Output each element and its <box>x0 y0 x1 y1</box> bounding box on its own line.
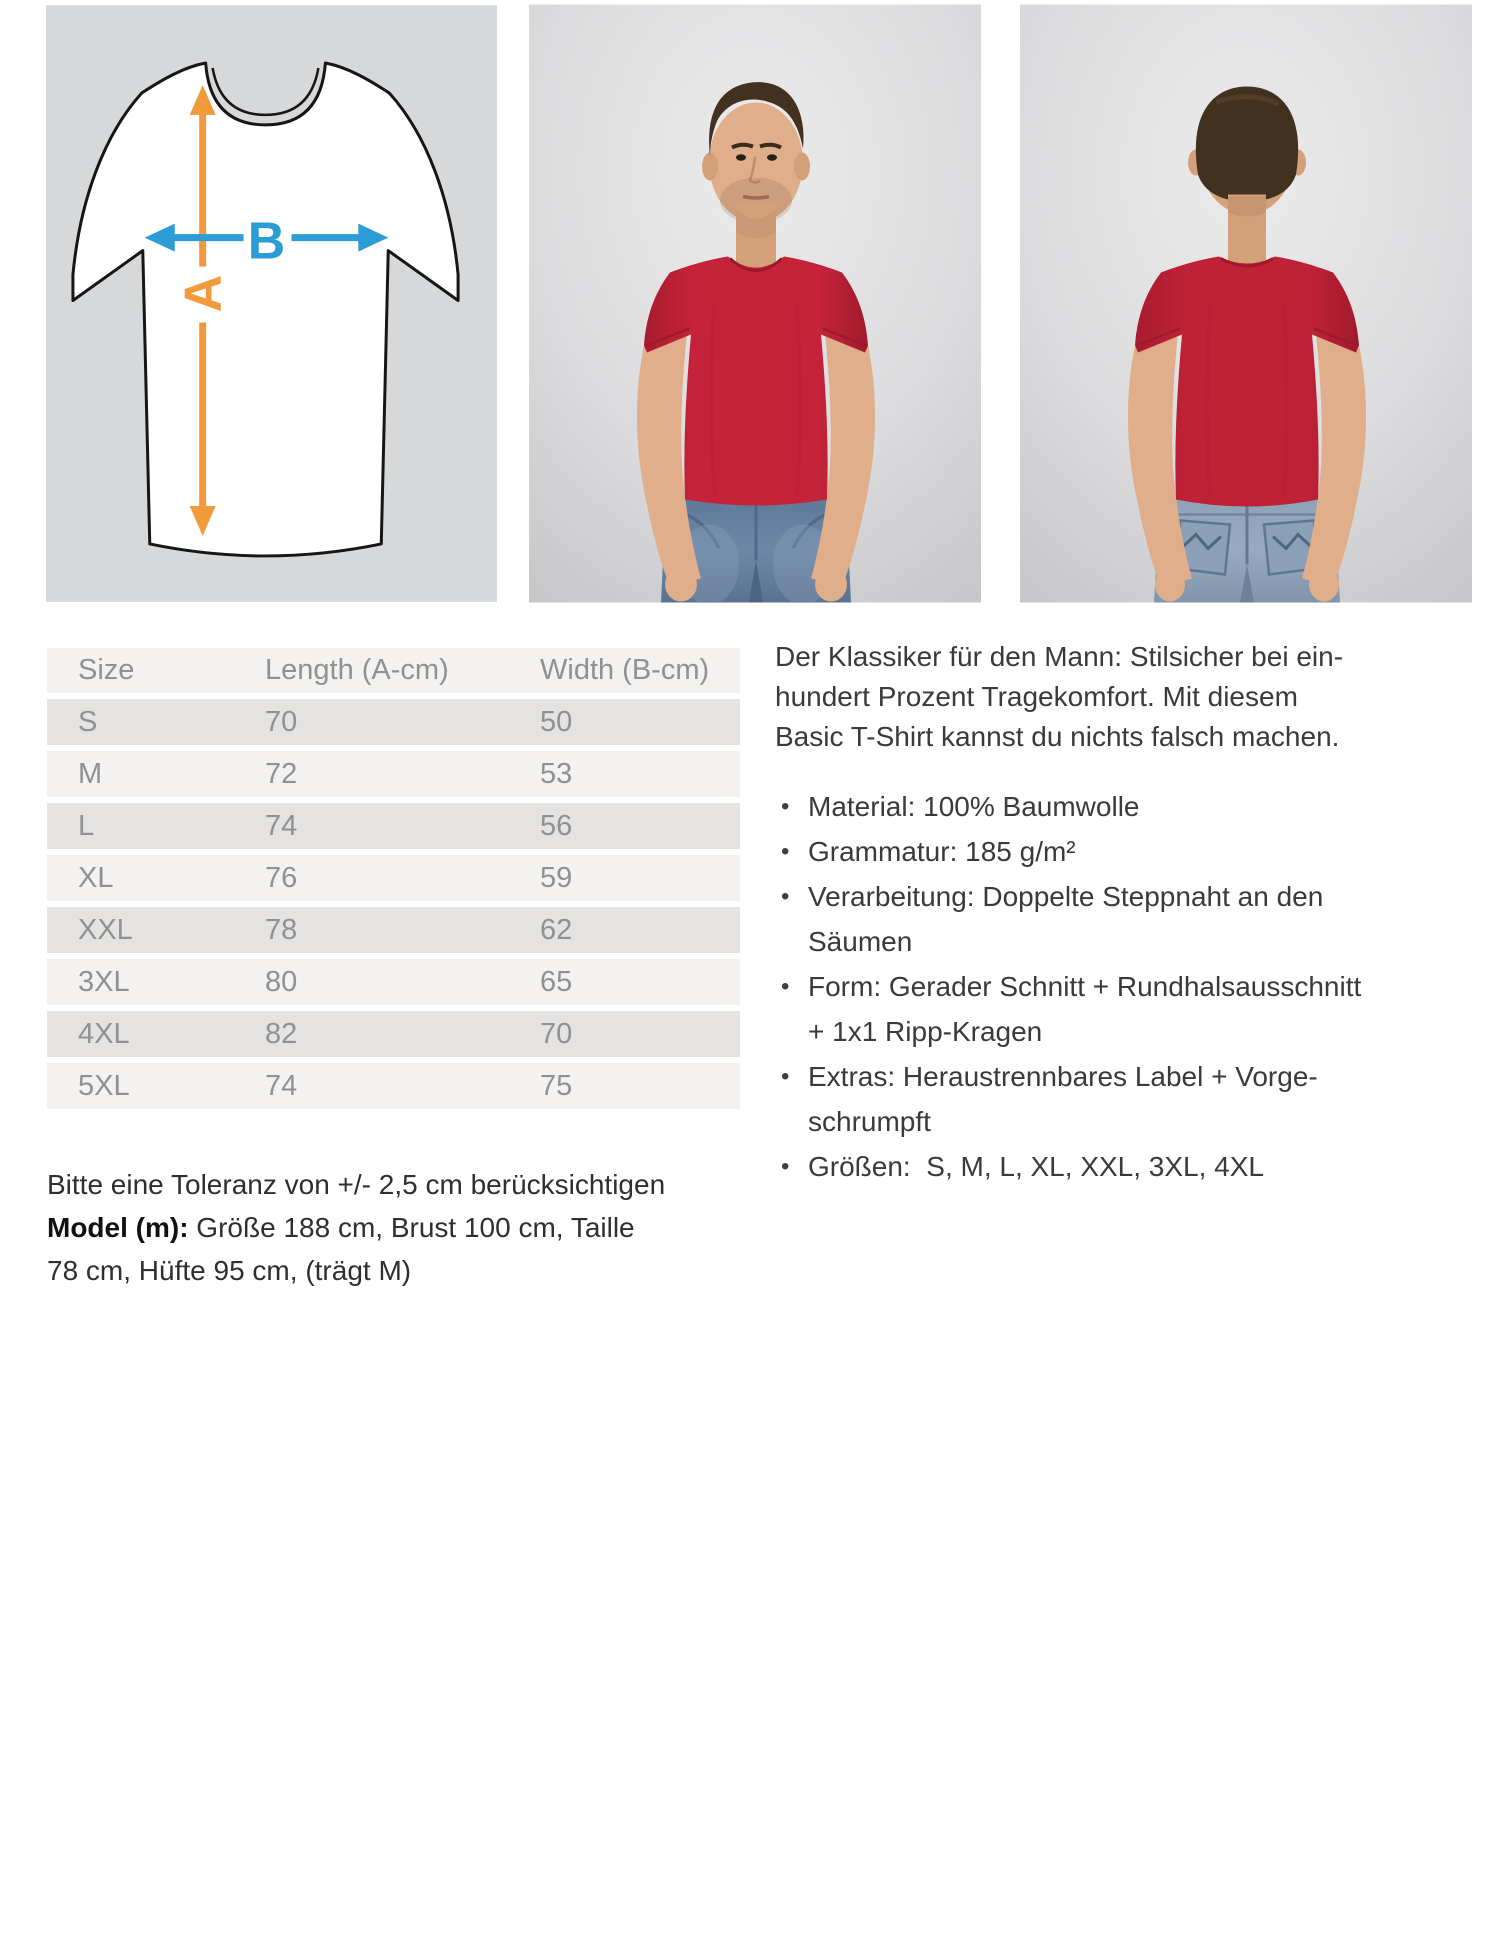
cell-length: 72 <box>265 757 298 790</box>
cell-size: XL <box>78 861 114 894</box>
intro-line: Basic T-Shirt kannst du nichts falsch machen. <box>775 721 1340 752</box>
list-item <box>775 784 1361 829</box>
cell-size: XXL <box>78 913 133 946</box>
table-row <box>47 1011 740 1057</box>
model-photo-front <box>529 4 981 603</box>
list-item-text: Material: 100% Baumwolle <box>808 791 1140 822</box>
header-width: Width (B-cm) <box>540 654 710 686</box>
list-item-text: schrumpft <box>808 1106 931 1137</box>
list-item-text: Verarbeitung: Doppelte Steppnaht an den <box>808 881 1324 912</box>
list-item <box>775 1054 1361 1144</box>
cell-width: 62 <box>540 913 573 946</box>
cell-size: 5XL <box>78 1069 130 1102</box>
table-row <box>47 959 740 1005</box>
cell-size: L <box>78 809 95 842</box>
list-item <box>775 964 1361 1054</box>
measurement-notes <box>47 1163 665 1292</box>
cell-width: 56 <box>540 809 573 842</box>
list-item-text: Form: Gerader Schnitt + Rundhalsausschnitt <box>808 971 1362 1002</box>
cell-length: 80 <box>265 965 298 998</box>
cell-length: 76 <box>265 861 298 894</box>
list-item-text: Extras: Heraustrennbares Label + Vorge- <box>808 1061 1318 1092</box>
table-row <box>47 907 740 953</box>
bullet-icon: • <box>781 973 790 1000</box>
cell-width: 50 <box>540 705 573 738</box>
list-item-text: + 1x1 Ripp-Kragen <box>808 1016 1043 1047</box>
cell-width: 53 <box>540 757 573 790</box>
label-a: A <box>173 274 232 313</box>
cell-size: S <box>78 705 98 738</box>
bullet-icon: • <box>781 838 790 865</box>
cell-width: 75 <box>540 1069 573 1102</box>
cell-size: 4XL <box>78 1017 130 1050</box>
header-size: Size <box>78 654 135 686</box>
size-table-header <box>47 648 740 693</box>
cell-length: 78 <box>265 913 298 946</box>
size-diagram-image <box>46 4 497 603</box>
model-front-illustration <box>529 4 981 603</box>
bullet-icon: • <box>781 1063 790 1090</box>
cell-width: 65 <box>540 965 573 998</box>
bullet-icon: • <box>781 793 790 820</box>
list-item <box>775 874 1361 964</box>
model-back-illustration <box>1020 4 1472 603</box>
cell-length: 74 <box>265 809 298 842</box>
feature-list <box>775 784 1361 1189</box>
table-row <box>47 751 740 797</box>
cell-length: 70 <box>265 705 298 738</box>
bullet-icon: • <box>781 1153 790 1180</box>
bullet-icon: • <box>781 883 790 910</box>
table-row <box>47 699 740 745</box>
model-info-line-1 <box>47 1206 665 1249</box>
size-table <box>47 648 740 1115</box>
hair-back <box>1196 87 1298 202</box>
cell-length: 82 <box>265 1017 298 1050</box>
table-row <box>47 803 740 849</box>
left-eye <box>736 154 746 160</box>
tshirt-measurement-diagram <box>46 4 497 603</box>
product-description <box>775 637 1361 1189</box>
model-label: Model (m): <box>47 1212 189 1243</box>
cell-width: 70 <box>540 1017 573 1050</box>
cell-size: 3XL <box>78 965 130 998</box>
model-info-line-2: 78 cm, Hüfte 95 cm, (trägt M) <box>47 1255 412 1286</box>
cell-width: 59 <box>540 861 573 894</box>
list-item-text: Grammatur: 185 g/m² <box>808 836 1076 867</box>
right-eye <box>767 154 777 160</box>
table-row <box>47 855 740 901</box>
label-b: B <box>247 211 286 270</box>
list-item <box>775 829 1361 874</box>
tolerance-note: Bitte eine Toleranz von +/- 2,5 cm berücksichtigen <box>47 1169 666 1200</box>
model-photo-back <box>1020 4 1472 603</box>
list-item-text: Größen: S, M, L, XL, XXL, 3XL, 4XL <box>808 1151 1264 1182</box>
model-info: Größe 188 cm, Brust 100 cm, Taille <box>188 1212 635 1243</box>
intro-line: Der Klassiker für den Mann: Stilsicher bei ein- <box>775 641 1344 672</box>
cell-size: M <box>78 757 103 790</box>
table-row <box>47 1063 740 1109</box>
cell-length: 74 <box>265 1069 298 1102</box>
header-length: Length (A-cm) <box>265 654 449 686</box>
list-item-text: Säumen <box>808 926 913 957</box>
list-item <box>775 1144 1361 1189</box>
intro-line: hundert Prozent Tragekomfort. Mit diesem <box>775 681 1298 712</box>
